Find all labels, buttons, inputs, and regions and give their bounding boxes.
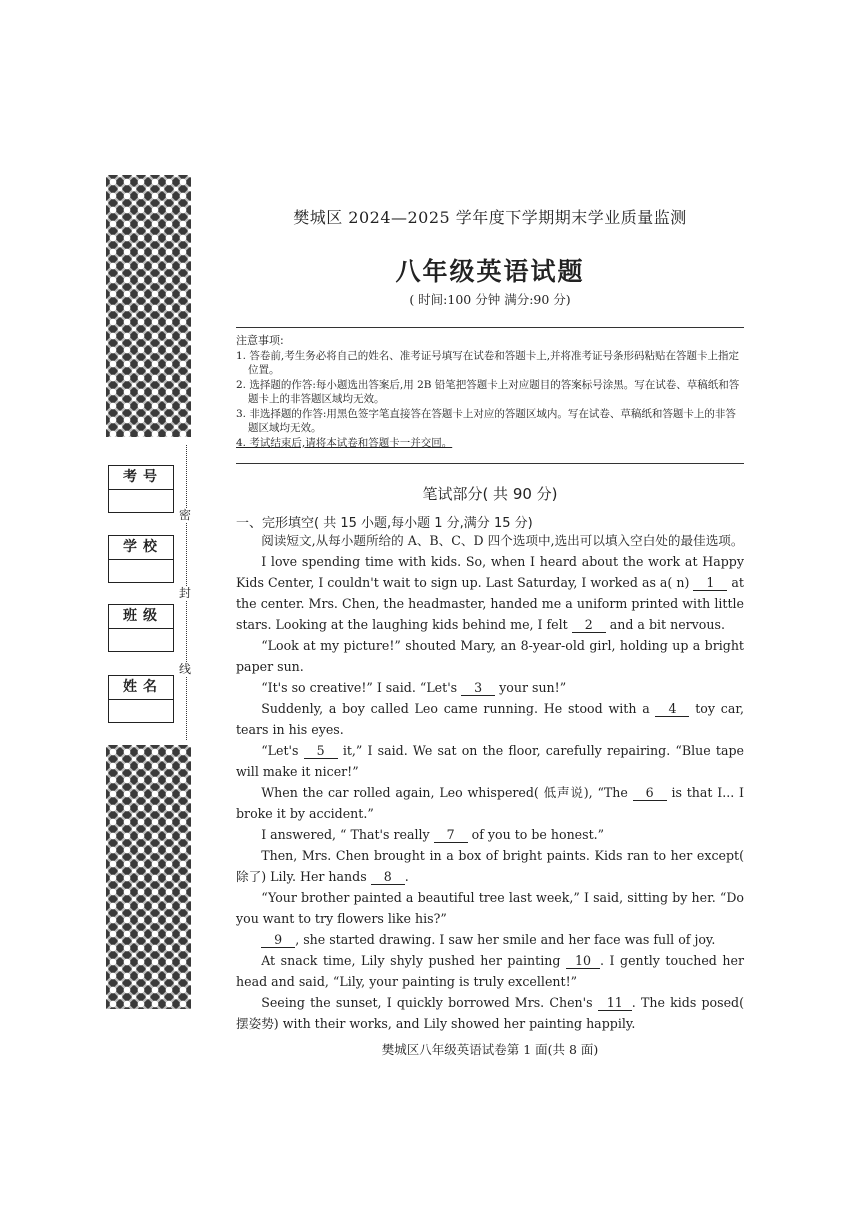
blank-1: 1	[693, 576, 727, 591]
decorative-pattern-bottom	[106, 745, 191, 1009]
binding-char-close: 封	[179, 586, 192, 600]
passage-paragraph: “Let's 5 it,” I said. We sat on the floor, carefully repairing. “Blue tape will make it nicer!”	[236, 743, 744, 779]
cloze-passage	[236, 530, 744, 1034]
name-field[interactable]	[109, 700, 173, 722]
class-label: 班级	[109, 605, 173, 629]
subject-title: 八年级英语试题	[395, 257, 585, 286]
binding-char-line: 线	[179, 662, 192, 676]
class-box	[108, 604, 174, 652]
notes-heading: 注意事项:	[236, 334, 284, 347]
notes-item: 1. 答卷前,考生务必将自己的姓名、准考证号填写在试卷和答题卡上,并将准考证号条形码粘贴在答题卡上指定位置。	[236, 349, 740, 376]
instruction-paragraph: 阅读短文,从每小题所给的 A、B、C、D 四个选项中,选出可以填入空白处的最佳选项。	[261, 533, 744, 548]
blank-4: 4	[655, 702, 689, 717]
blank-3: 3	[461, 681, 495, 696]
school-label: 学校	[109, 536, 173, 560]
exam-number-box	[108, 465, 174, 513]
passage-paragraph: At snack time, Lily shyly pushed her painting 10 . I gently touched her head and said, “Lily, your painting is truly excellent!”	[236, 953, 744, 989]
notes-item: 2. 选择题的作答:每小题选出答案后,用 2B 铅笔把答题卡上对应题目的答案标号涂黑。写在试卷、草稿纸和答题卡上的非答题区域均无效。	[236, 378, 740, 405]
blank-8: 8	[371, 870, 405, 885]
blank-9: 9	[261, 933, 295, 948]
name-box	[108, 675, 174, 723]
blank-11: 11	[598, 996, 632, 1011]
section-title: 笔试部分( 共 90 分)	[422, 485, 558, 503]
notes-top-rule	[236, 327, 744, 328]
passage-paragraph: “It's so creative!” I said. “Let's 3 your sun!”	[261, 680, 567, 695]
exam-number-label: 考号	[109, 466, 173, 490]
blank-10: 10	[566, 954, 600, 969]
blank-2: 2	[572, 618, 606, 633]
school-box	[108, 535, 174, 583]
passage-paragraph: I love spending time with kids. So, when I heard about the work at Happy Kids Center, I couldn't wait to sign up. Last Saturday, I worked as a( n) 1 at the center. Mrs. Chen, the headmaster, handed me a uniform printed with little stars. Looking at the laughing kids behind me, I felt 2 and a bit nervous.	[236, 554, 744, 632]
passage-paragraph: Then, Mrs. Chen brought in a box of bright paints. Kids ran to her except( 除了) Lily. Her hands 8 .	[236, 848, 744, 884]
blank-6: 6	[633, 786, 667, 801]
school-field[interactable]	[109, 560, 173, 582]
passage-paragraph: Seeing the sunset, I quickly borrowed Mrs. Chen's 11 . The kids posed( 摆姿势) with their works, and Lily showed her painting happily.	[236, 995, 744, 1031]
notes-item: 3. 非选择题的作答:用黑色签字笔直接答在答题卡上对应的答题区域内。写在试卷、草稿纸和答题卡上的非答题区域均无效。	[236, 407, 736, 434]
part-heading: 一、完形填空( 共 15 小题,每小题 1 分,满分 15 分)	[236, 516, 533, 531]
passage-paragraph: 9 , she started drawing. I saw her smile and her face was full of joy.	[236, 929, 744, 950]
class-field[interactable]	[109, 629, 173, 651]
passage-paragraph: When the car rolled again, Leo whispered( 低声说), “The 6 is that I... I broke it by accident.”	[236, 785, 744, 821]
blank-7: 7	[434, 828, 468, 843]
passage-paragraph: “Your brother painted a beautiful tree last week,” I said, sitting by her. “Do you want to try flowers like his?”	[236, 890, 744, 926]
passage-paragraph: Suddenly, a boy called Leo came running. He stood with a 4 toy car, tears in his eyes.	[236, 701, 744, 737]
passage-paragraph: I answered, “ That's really 7 of you to be honest.”	[261, 827, 605, 842]
name-label: 姓名	[109, 676, 173, 700]
notes-bottom-rule	[236, 463, 744, 464]
exam-name: 樊城区 2024—2025 学年度下学期期末学业质量监测	[293, 208, 687, 227]
binding-char-seal: 密	[179, 508, 192, 522]
notes-block	[236, 334, 744, 450]
time-score-line: ( 时间:100 分钟 满分:90 分)	[409, 292, 571, 307]
blank-5: 5	[304, 744, 338, 759]
notes-item: 4. 考试结束后,请将本试卷和答题卡一并交回。	[236, 436, 453, 449]
passage-paragraph: “Look at my picture!” shouted Mary, an 8-year-old girl, holding up a bright paper sun.	[236, 638, 744, 674]
exam-number-field[interactable]	[109, 490, 173, 512]
decorative-pattern-top	[106, 175, 191, 437]
page-footer: 樊城区八年级英语试卷第 1 面(共 8 面)	[381, 1042, 599, 1057]
